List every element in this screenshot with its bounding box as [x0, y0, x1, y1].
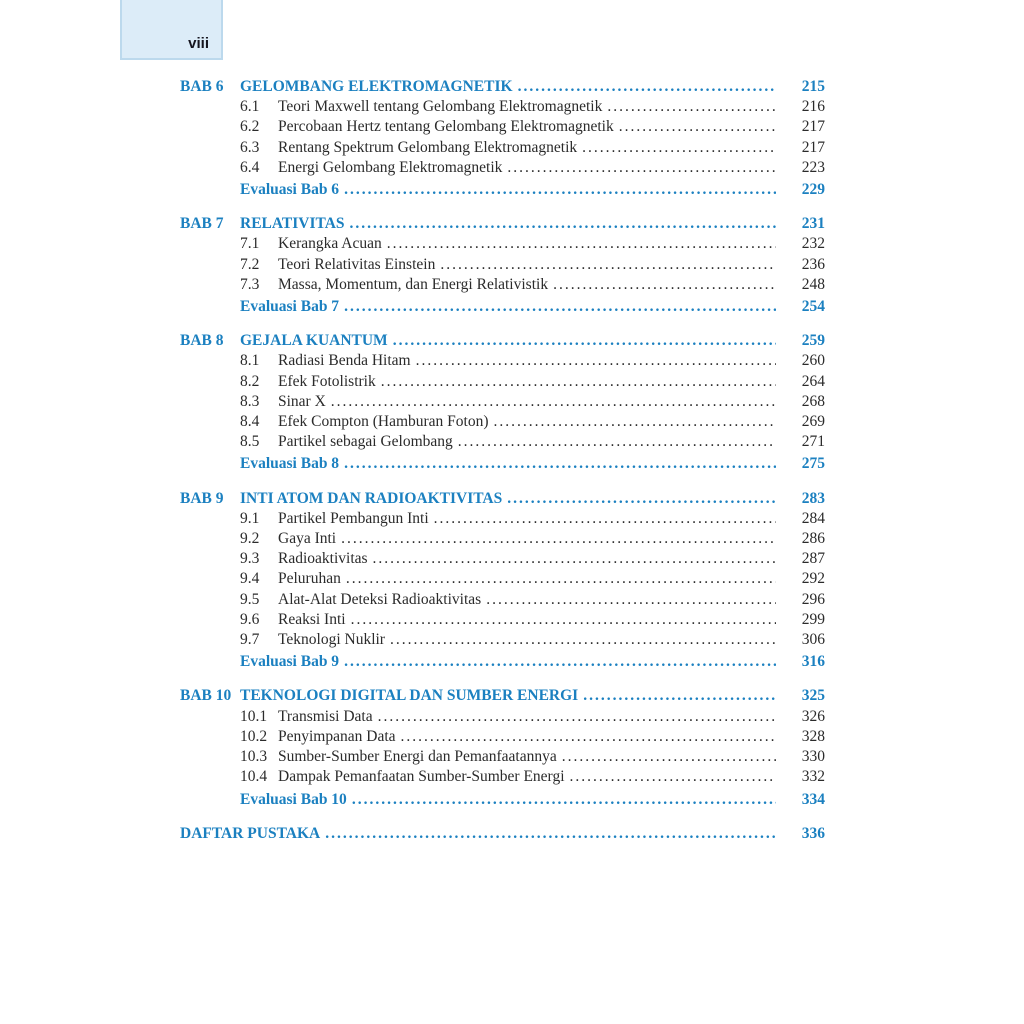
- chapter-title: TEKNOLOGI DIGITAL DAN SUMBER ENERGI: [240, 687, 579, 705]
- section-page-number: 328: [801, 727, 825, 745]
- section-page-number: 306: [801, 631, 825, 649]
- page-number-label: viii: [188, 35, 209, 52]
- section-title: Kerangka Acuan: [278, 235, 382, 253]
- section-title: Partikel sebagai Gelombang: [278, 433, 453, 451]
- section-title: Massa, Momentum, dan Energi Relativistik: [278, 275, 549, 293]
- section-page-number: 223: [801, 158, 825, 176]
- section-number: 6.4: [240, 158, 260, 176]
- backmatter-label: DAFTAR PUSTAKA: [180, 824, 321, 842]
- section-number: 8.5: [240, 433, 260, 451]
- section-title: Teori Maxwell tentang Gelombang Elektromagnetik: [278, 98, 603, 116]
- dot-leader: [570, 767, 776, 787]
- section-row: [180, 707, 825, 727]
- section-page-number: 284: [801, 509, 825, 527]
- section-row: [180, 747, 825, 767]
- section-title: Alat-Alat Deteksi Radioaktivitas: [278, 590, 482, 608]
- section-title: Energi Gelombang Elektromagnetik: [278, 158, 503, 176]
- section-number: 6.1: [240, 98, 260, 116]
- section-page-number: 217: [801, 118, 825, 136]
- section-row: [180, 610, 825, 630]
- section-row: [180, 509, 825, 529]
- dot-leader: [344, 297, 776, 317]
- dot-leader: [331, 392, 776, 412]
- dot-leader: [346, 569, 776, 589]
- dot-leader: [562, 747, 776, 767]
- dot-leader: [440, 255, 776, 275]
- dot-leader: [351, 610, 776, 630]
- section-number: 7.2: [240, 255, 260, 273]
- chapter-header-row: [180, 214, 825, 234]
- chapter-page-number: 215: [801, 78, 825, 95]
- section-page-number: 260: [801, 352, 825, 370]
- chapter-block: [180, 77, 825, 200]
- section-title: Sinar X: [278, 392, 326, 410]
- dot-leader: [325, 824, 776, 844]
- section-row: [180, 97, 825, 117]
- section-title: Teori Relativitas Einstein: [278, 255, 436, 273]
- evaluation-row: [180, 790, 825, 810]
- evaluation-label: Evaluasi Bab 10: [240, 790, 347, 808]
- dot-leader: [607, 97, 776, 117]
- section-page-number: 217: [801, 138, 825, 156]
- section-page-number: 330: [801, 748, 825, 766]
- chapter-header-row: [180, 331, 825, 351]
- section-page-number: 271: [801, 433, 825, 451]
- section-page-number: 292: [801, 570, 825, 588]
- chapter-label: BAB 6: [180, 78, 224, 95]
- evaluation-page-number: 254: [801, 298, 825, 316]
- chapter-title: GEJALA KUANTUM: [240, 332, 388, 350]
- table-of-contents: [180, 77, 825, 844]
- dot-leader: [344, 652, 776, 672]
- dot-leader: [344, 454, 776, 474]
- dot-leader: [401, 727, 776, 747]
- section-row: [180, 117, 825, 137]
- section-title: Efek Compton (Hamburan Foton): [278, 413, 489, 431]
- chapter-page-number: 325: [801, 687, 825, 705]
- dot-leader: [434, 509, 776, 529]
- dot-leader: [352, 790, 776, 810]
- chapter-label: BAB 7: [180, 215, 224, 233]
- evaluation-row: [180, 454, 825, 474]
- section-row: [180, 351, 825, 371]
- chapter-header-row: [180, 686, 825, 706]
- chapter-page-number: 231: [801, 215, 825, 233]
- chapter-label: BAB 9: [180, 489, 224, 507]
- section-page-number: 299: [801, 610, 825, 628]
- section-row: [180, 392, 825, 412]
- section-row: [180, 372, 825, 392]
- section-page-number: 236: [801, 255, 825, 273]
- section-row: [180, 767, 825, 787]
- section-page-number: 286: [801, 530, 825, 548]
- section-title: Penyimpanan Data: [278, 727, 396, 745]
- section-number: 9.4: [240, 570, 260, 588]
- evaluation-page-number: 275: [801, 455, 825, 473]
- dot-leader: [381, 372, 776, 392]
- backmatter-row: [180, 824, 825, 844]
- section-number: 6.3: [240, 138, 260, 156]
- section-title: Teknologi Nuklir: [278, 631, 385, 649]
- section-row: [180, 569, 825, 589]
- section-page-number: 296: [801, 590, 825, 608]
- section-number: 10.2: [240, 727, 268, 745]
- section-number: 9.3: [240, 550, 260, 568]
- section-page-number: 287: [801, 550, 825, 568]
- evaluation-label: Evaluasi Bab 9: [240, 653, 340, 671]
- chapter-label: BAB 8: [180, 332, 224, 350]
- section-row: [180, 158, 825, 178]
- section-number: 6.2: [240, 118, 260, 136]
- dot-leader: [486, 590, 776, 610]
- section-row: [180, 549, 825, 569]
- evaluation-page-number: 316: [801, 653, 825, 671]
- dot-leader: [494, 412, 776, 432]
- section-row: [180, 727, 825, 747]
- section-row: [180, 412, 825, 432]
- section-title: Dampak Pemanfaatan Sumber-Sumber Energi: [278, 768, 565, 786]
- section-row: [180, 255, 825, 275]
- chapter-page-number: 283: [801, 489, 825, 507]
- evaluation-page-number: 229: [801, 181, 825, 199]
- chapter-page-number: 259: [801, 332, 825, 350]
- dot-leader: [507, 158, 776, 178]
- section-row: [180, 529, 825, 549]
- section-number: 9.6: [240, 610, 260, 628]
- chapter-title: INTI ATOM DAN RADIOAKTIVITAS: [240, 489, 503, 507]
- dot-leader: [582, 138, 776, 158]
- chapter-block: [180, 214, 825, 317]
- dot-leader: [553, 275, 776, 295]
- section-number: 8.2: [240, 372, 260, 390]
- section-title: Rentang Spektrum Gelombang Elektromagnetik: [278, 138, 578, 156]
- dot-leader: [387, 234, 776, 254]
- dot-leader: [393, 331, 776, 351]
- section-number: 8.3: [240, 392, 260, 410]
- dot-leader: [378, 707, 776, 727]
- section-row: [180, 432, 825, 452]
- section-page-number: 232: [801, 235, 825, 253]
- section-row: [180, 138, 825, 158]
- section-page-number: 248: [801, 275, 825, 293]
- section-title: Sumber-Sumber Energi dan Pemanfaatannya: [278, 748, 557, 766]
- section-page-number: 264: [801, 372, 825, 390]
- section-number: 9.7: [240, 631, 260, 649]
- section-row: [180, 590, 825, 610]
- section-number: 8.1: [240, 352, 260, 370]
- section-title: Peluruhan: [278, 570, 341, 588]
- dot-leader: [344, 180, 776, 200]
- section-title: Radioaktivitas: [278, 550, 368, 568]
- dot-leader: [373, 549, 776, 569]
- section-number: 8.4: [240, 413, 260, 431]
- section-number: 10.1: [240, 707, 268, 725]
- section-title: Transmisi Data: [278, 707, 373, 725]
- page-number-box: [120, 0, 223, 60]
- section-row: [180, 234, 825, 254]
- section-number: 10.3: [240, 748, 268, 766]
- section-number: 7.1: [240, 235, 260, 253]
- evaluation-row: [180, 180, 825, 200]
- dot-leader: [416, 351, 776, 371]
- chapter-block: [180, 686, 825, 809]
- dot-leader: [390, 630, 776, 650]
- evaluation-label: Evaluasi Bab 8: [240, 455, 340, 473]
- section-row: [180, 630, 825, 650]
- dot-leader: [583, 686, 776, 706]
- dot-leader: [341, 529, 776, 549]
- section-number: 10.4: [240, 768, 268, 786]
- evaluation-label: Evaluasi Bab 6: [240, 181, 340, 199]
- evaluation-row: [180, 297, 825, 317]
- chapter-header-row: [180, 489, 825, 509]
- dot-leader: [507, 489, 776, 509]
- evaluation-row: [180, 652, 825, 672]
- section-page-number: 269: [801, 413, 825, 431]
- section-title: Efek Fotolistrik: [278, 372, 376, 390]
- section-page-number: 216: [801, 98, 825, 116]
- chapter-title: GELOMBANG ELEKTROMAGNETIK: [240, 78, 513, 95]
- evaluation-label: Evaluasi Bab 7: [240, 298, 340, 316]
- section-title: Percobaan Hertz tentang Gelombang Elektromagnetik: [278, 118, 614, 136]
- backmatter-page-number: 336: [801, 824, 825, 842]
- section-title: Reaksi Inti: [278, 610, 346, 628]
- section-number: 9.5: [240, 590, 260, 608]
- section-page-number: 326: [801, 707, 825, 725]
- dot-leader: [458, 432, 776, 452]
- dot-leader: [518, 77, 776, 97]
- section-title: Gaya Inti: [278, 530, 337, 548]
- section-number: 9.1: [240, 509, 260, 527]
- section-row: [180, 275, 825, 295]
- section-number: 7.3: [240, 275, 260, 293]
- section-title: Radiasi Benda Hitam: [278, 352, 411, 370]
- section-title: Partikel Pembangun Inti: [278, 509, 429, 527]
- section-page-number: 268: [801, 392, 825, 410]
- chapter-label: BAB 10: [180, 687, 232, 705]
- chapter-title: RELATIVITAS: [240, 215, 345, 233]
- section-page-number: 332: [801, 768, 825, 786]
- chapter-header-row: [180, 77, 825, 97]
- dot-leader: [350, 214, 776, 234]
- chapter-block: [180, 489, 825, 673]
- evaluation-page-number: 334: [801, 790, 825, 808]
- dot-leader: [619, 117, 776, 137]
- section-number: 9.2: [240, 530, 260, 548]
- chapter-block: [180, 331, 825, 474]
